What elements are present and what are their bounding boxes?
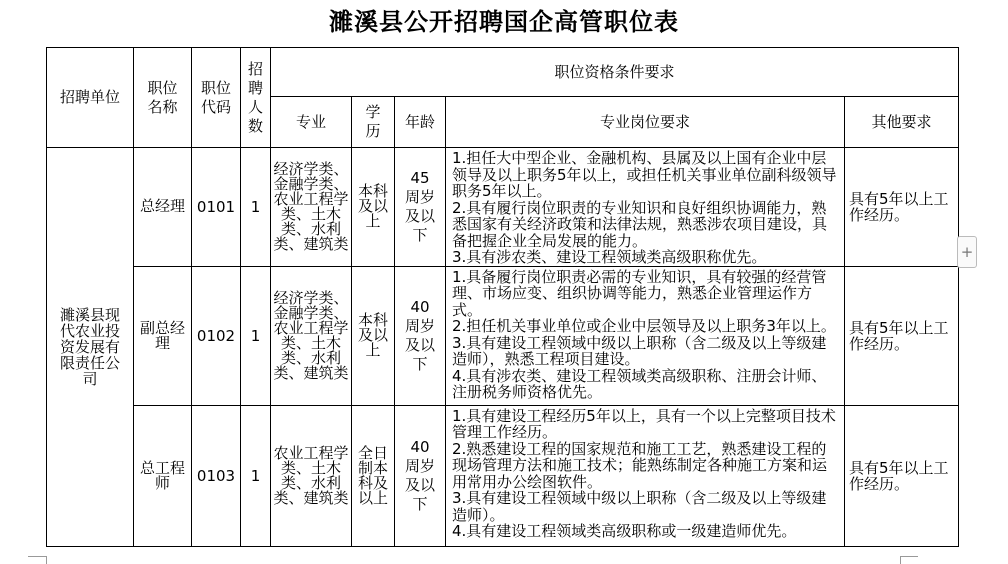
table-row (47, 405, 959, 546)
education: 全日制本科及以上 (352, 405, 395, 546)
position-code: 0101 (192, 148, 241, 267)
headcount: 1 (241, 148, 271, 267)
headcount: 1 (241, 266, 271, 405)
position-name: 总经理 (134, 148, 192, 267)
education: 本科及以上 (352, 148, 395, 267)
header-position-code: 职位代码 (192, 48, 241, 148)
header-post-requirements: 专业岗位要求 (446, 97, 845, 148)
requirement-item: 2.担任机关事业单位或企业中层领导及以上职务3年以上。 (452, 317, 836, 335)
requirement-item: 3.具有建设工程领域中级以上职称（含二级及以上等级建造师）。 (452, 489, 827, 524)
education: 本科及以上 (352, 266, 395, 405)
requirement-item: 4.具有建设工程领域类高级职称或一级建造师优先。 (452, 522, 797, 540)
header-education: 学历 (352, 97, 395, 148)
table-row (47, 266, 959, 405)
age: 40周岁及以下 (395, 266, 446, 405)
requirement-item: 1.具有建设工程经历5年以上，具有一个以上完整项目技术管理工作经历。 (452, 406, 836, 441)
header-major: 专业 (271, 97, 352, 148)
requirement-item: 4.具有涉农类、建设工程领域类高级职称、注册会计师、注册税务师资格优先。 (452, 366, 827, 401)
post-requirements (446, 266, 845, 405)
position-table (46, 47, 959, 547)
position-code: 0102 (192, 266, 241, 405)
header-headcount: 招聘人数 (241, 48, 271, 148)
header-other-requirements: 其他要求 (845, 97, 959, 148)
requirement-item: 2.熟悉建设工程的国家规范和施工工艺，熟悉建设工程的现场管理方法和施工技术；能熟练制定各种施工方案和运用常用办公绘图软件。 (452, 439, 828, 491)
requirement-item: 1.具备履行岗位职责必需的专业知识，具有较强的经营管理、市场应变、组织协调等能力，熟悉企业管理运作方式。 (452, 267, 827, 319)
position-code: 0103 (192, 405, 241, 546)
post-requirements (446, 148, 845, 267)
major: 农业工程学类、土木类、水利类、建筑类 (271, 405, 352, 546)
other-requirements: 具有5年以上工作经历。 (845, 266, 959, 405)
requirement-item: 3.具有涉农类、建设工程领域类高级职称优先。 (452, 248, 767, 266)
requirement-item: 1.担任大中型企业、金融机构、县属及以上国有企业中层领导及以上职务5年以上，或担任机关事业单位副科级领导职务5年以上。 (452, 149, 837, 200)
expand-button[interactable]: + (957, 236, 977, 268)
header-unit: 招聘单位 (47, 48, 134, 148)
table-row (47, 148, 959, 267)
requirement-item: 3.具有建设工程领域中级以上职称（含二级及以上等级建造师），熟悉工程项目建设。 (452, 333, 827, 368)
header-age: 年龄 (395, 97, 446, 148)
major: 经济学类、金融学类、农业工程学类、土木类、水利类、建筑类 (271, 266, 352, 405)
position-name: 副总经理 (134, 266, 192, 405)
page-title: 濉溪县公开招聘国企高管职位表 (329, 7, 679, 36)
header-qualifications: 职位资格条件要求 (271, 48, 959, 97)
post-requirements (446, 405, 845, 546)
requirement-item: 2.具有履行岗位职责的专业知识和良好组织协调能力，熟悉国家有关经济政策和法律法规，熟悉涉农项目建设，具备把握企业全局发展的能力。 (452, 198, 828, 250)
headcount: 1 (241, 405, 271, 546)
other-requirements: 具有5年以上工作经历。 (845, 148, 959, 267)
page-corner-mark (900, 556, 901, 564)
page-corner-mark (46, 556, 47, 564)
unit-name: 濉溪县现代农业投资发展有限责任公司 (47, 148, 134, 547)
other-requirements: 具有5年以上工作经历。 (845, 405, 959, 546)
header-position-name: 职位名称 (134, 48, 192, 148)
page-corner-mark (28, 556, 46, 557)
position-name: 总工程师 (134, 405, 192, 546)
page-corner-mark (900, 556, 918, 557)
age: 45周岁及以下 (395, 148, 446, 267)
age: 40周岁及以下 (395, 405, 446, 546)
major: 经济学类、金融学类、农业工程学类、土木类、水利类、建筑类 (271, 148, 352, 267)
